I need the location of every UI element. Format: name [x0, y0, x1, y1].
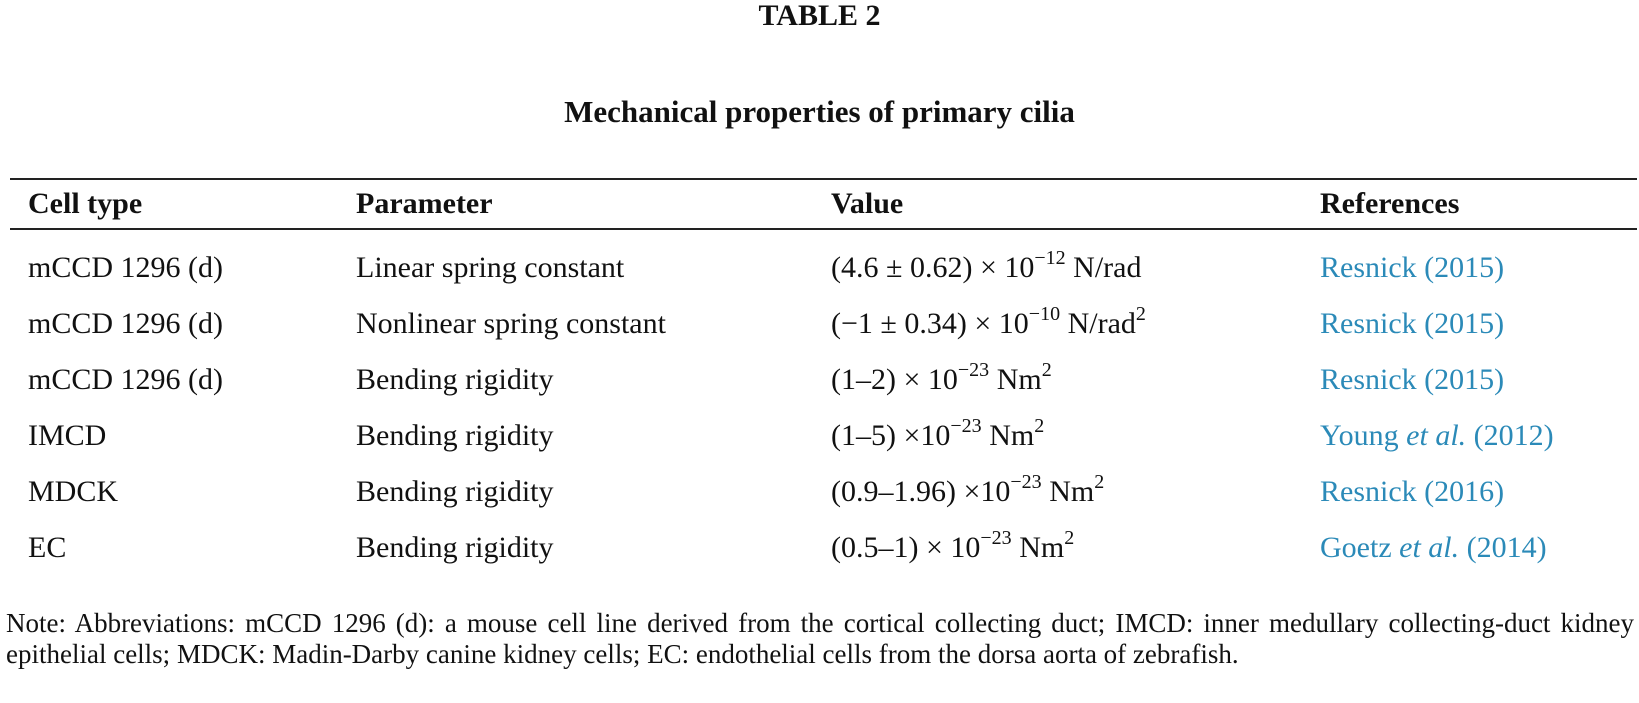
reference-author: Resnick [1320, 307, 1417, 340]
value-unit: N/rad [1060, 307, 1136, 340]
value-exponent: −23 [957, 359, 990, 381]
value-unit-exponent: 2 [1135, 303, 1146, 325]
reference-link[interactable] [1320, 360, 1504, 400]
reference-link[interactable] [1320, 248, 1504, 288]
value [831, 248, 1141, 288]
header-rule [10, 228, 1637, 230]
value [831, 360, 1052, 400]
value [831, 472, 1104, 512]
reference-etal: et al. [1406, 419, 1467, 452]
reference-link[interactable] [1320, 304, 1504, 344]
value-unit: Nm [1011, 531, 1065, 564]
value-base: (0.9–1.96) ×10 [831, 475, 1011, 508]
value-unit: Nm [989, 363, 1042, 396]
reference-year: (2015) [1416, 363, 1505, 396]
value-unit-exponent: 2 [1094, 471, 1105, 493]
reference-year: (2014) [1459, 531, 1547, 564]
parameter: Bending rigidity [356, 531, 554, 564]
cell-type: mCCD 1296 (d) [28, 363, 223, 396]
value-base: (4.6 ± 0.62) × 10 [831, 251, 1035, 284]
cell-type: mCCD 1296 (d) [28, 251, 223, 284]
reference-link[interactable] [1320, 528, 1547, 568]
cell-type: IMCD [28, 419, 107, 452]
value-exponent: −12 [1034, 247, 1066, 269]
table-label: TABLE 2 [758, 0, 881, 32]
reference-author: Resnick [1320, 251, 1417, 284]
reference-year: (2015) [1416, 251, 1505, 284]
reference-author: Resnick [1320, 475, 1417, 508]
value [831, 528, 1074, 568]
parameter: Bending rigidity [356, 475, 554, 508]
table-note: Note: Abbreviations: mCCD 1296 (d): a mouse cell line derived from the cortical collecting duct; IMCD: inner medullary collecting-duct kidney epithelial cells; MDCK: Madin-Darby canine kidney cells; EC: endothelial cells from the dorsa aorta of zebrafish. [6, 608, 1634, 669]
cell-type: EC [28, 531, 67, 564]
reference-author: Resnick [1320, 363, 1417, 396]
reference-etal: et al. [1399, 531, 1460, 564]
value-unit: Nm [1041, 475, 1095, 508]
value-exponent: −23 [950, 415, 982, 437]
parameter: Nonlinear spring constant [356, 307, 666, 340]
value-exponent: −10 [1028, 303, 1061, 325]
value-unit-exponent: 2 [1041, 359, 1052, 381]
parameter: Bending rigidity [356, 419, 554, 452]
parameter: Linear spring constant [356, 251, 625, 284]
value [831, 416, 1044, 456]
reference-link[interactable] [1320, 472, 1504, 512]
value-exponent: −23 [980, 527, 1012, 549]
value-unit-exponent: 2 [1064, 527, 1075, 549]
cell-type: MDCK [28, 475, 119, 508]
header-references: References [1320, 187, 1460, 220]
value-unit-exponent: 2 [1034, 415, 1045, 437]
top-rule [10, 178, 1637, 180]
header-value: Value [831, 187, 904, 220]
value-base: (1–2) × 10 [831, 363, 958, 396]
header-parameter: Parameter [356, 187, 493, 220]
header-cell-type: Cell type [28, 187, 143, 220]
value-base: (0.5–1) × 10 [831, 531, 981, 564]
value-base: (−1 ± 0.34) × 10 [831, 307, 1029, 340]
value [831, 304, 1146, 344]
reference-author: Young [1320, 419, 1407, 452]
cell-type: mCCD 1296 (d) [28, 307, 223, 340]
reference-author: Goetz [1320, 531, 1400, 564]
value-unit: N/rad [1065, 251, 1142, 284]
value-unit: Nm [981, 419, 1035, 452]
reference-year: (2012) [1466, 419, 1554, 452]
reference-link[interactable] [1320, 416, 1554, 456]
value-exponent: −23 [1010, 471, 1042, 493]
reference-year: (2016) [1416, 475, 1505, 508]
table-title: Mechanical properties of primary cilia [564, 94, 1075, 129]
value-base: (1–5) ×10 [831, 419, 951, 452]
parameter: Bending rigidity [356, 363, 554, 396]
reference-year: (2015) [1416, 307, 1505, 340]
